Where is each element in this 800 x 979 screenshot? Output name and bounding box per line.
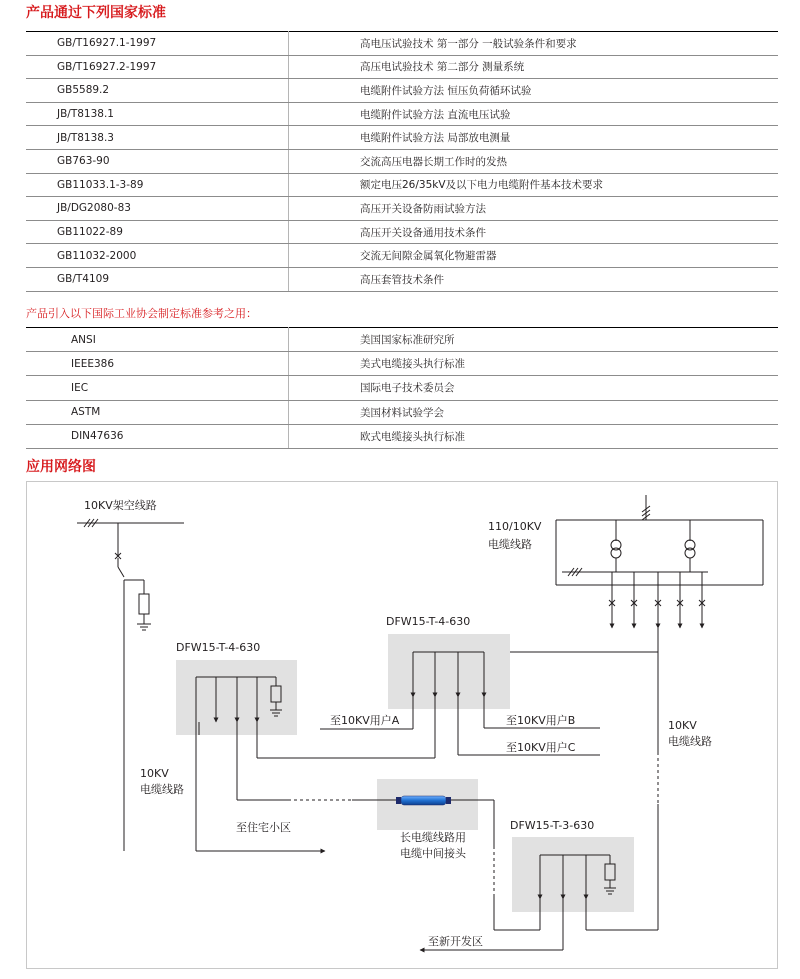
standard-description: 高压电试验技术 第二部分 测量系统 xyxy=(289,55,779,79)
standard-code: IEEE386 xyxy=(26,352,289,376)
label-cable-left-line: 电缆线路 xyxy=(140,783,184,796)
label-joint-line-2: 电缆中间接头 xyxy=(400,847,466,860)
label-cable-right-voltage: 10KV xyxy=(668,719,697,732)
label-user-c: 至10KV用户C xyxy=(506,741,576,754)
standard-code: GB763-90 xyxy=(26,149,289,173)
standard-code: ASTM xyxy=(26,400,289,424)
unit-mid-box xyxy=(388,634,510,709)
standard-description: 电缆附件试验方法 恒压负荷循环试验 xyxy=(289,79,779,103)
section-title-national-standards: 产品通过下列国家标准 xyxy=(26,5,166,21)
standard-code: JB/T8138.3 xyxy=(26,126,289,150)
standard-code: GB11032-2000 xyxy=(26,244,289,268)
standard-code: JB/DG2080-83 xyxy=(26,197,289,221)
label-cable-left-voltage: 10KV xyxy=(140,767,169,780)
label-substation-voltage: 110/10KV xyxy=(488,520,542,533)
label-to-residential: 至住宅小区 xyxy=(236,821,291,834)
standard-code: GB11033.1-3-89 xyxy=(26,173,289,197)
standard-code: GB11022-89 xyxy=(26,220,289,244)
standard-code: GB5589.2 xyxy=(26,79,289,103)
label-joint-line-1: 长电缆线路用 xyxy=(400,831,466,844)
label-user-a: 至10KV用户A xyxy=(330,714,400,727)
standard-description: 美式电缆接头执行标准 xyxy=(289,352,779,376)
section-title-international-standards: 产品引入以下国际工业协会制定标准参考之用： xyxy=(26,307,257,320)
standard-description: 电缆附件试验方法 局部放电测量 xyxy=(289,126,779,150)
unit-right-box xyxy=(512,837,634,912)
standard-code: GB/T4109 xyxy=(26,267,289,291)
standard-code: GB/T16927.1-1997 xyxy=(26,32,289,56)
label-unit-mid: DFW15-T-4-630 xyxy=(386,615,471,628)
label-unit-right: DFW15-T-3-630 xyxy=(510,819,595,832)
standard-description: 高压套管技术条件 xyxy=(289,267,779,291)
label-cable-right-line: 电缆线路 xyxy=(668,735,712,748)
standard-code: GB/T16927.2-1997 xyxy=(26,55,289,79)
standard-description: 交流无间隙金属氧化物避雷器 xyxy=(289,244,779,268)
standard-code: ANSI xyxy=(26,328,289,352)
standard-code: JB/T8138.1 xyxy=(26,102,289,126)
standard-description: 交流高压电器长期工作时的发热 xyxy=(289,149,779,173)
standard-code: DIN47636 xyxy=(26,424,289,448)
standard-description: 额定电压26/35kV及以下电力电缆附件基本技术要求 xyxy=(289,173,779,197)
label-substation-cable: 电缆线路 xyxy=(488,538,532,551)
label-to-new-zone: 至新开发区 xyxy=(428,935,483,948)
cable-joint-icon xyxy=(396,796,451,805)
standard-description: 高电压试验技术 第一部分 一般试验条件和要求 xyxy=(289,32,779,56)
standard-description: 电缆附件试验方法 直流电压试验 xyxy=(289,102,779,126)
standard-description: 国际电子技术委员会 xyxy=(289,376,779,400)
standard-description: 美国国家标准研究所 xyxy=(289,328,779,352)
label-unit-left: DFW15-T-4-630 xyxy=(176,641,261,654)
standard-code: IEC xyxy=(26,376,289,400)
standard-description: 欧式电缆接头执行标准 xyxy=(289,424,779,448)
standard-description: 高压开关设备通用技术条件 xyxy=(289,220,779,244)
section-title-network-diagram: 应用网络图 xyxy=(26,459,96,475)
label-overhead-line: 10KV架空线路 xyxy=(84,499,157,512)
label-user-b: 至10KV用户B xyxy=(506,714,576,727)
standard-description: 高压开关设备防雨试验方法 xyxy=(289,197,779,221)
standard-description: 美国材料试验学会 xyxy=(289,400,779,424)
